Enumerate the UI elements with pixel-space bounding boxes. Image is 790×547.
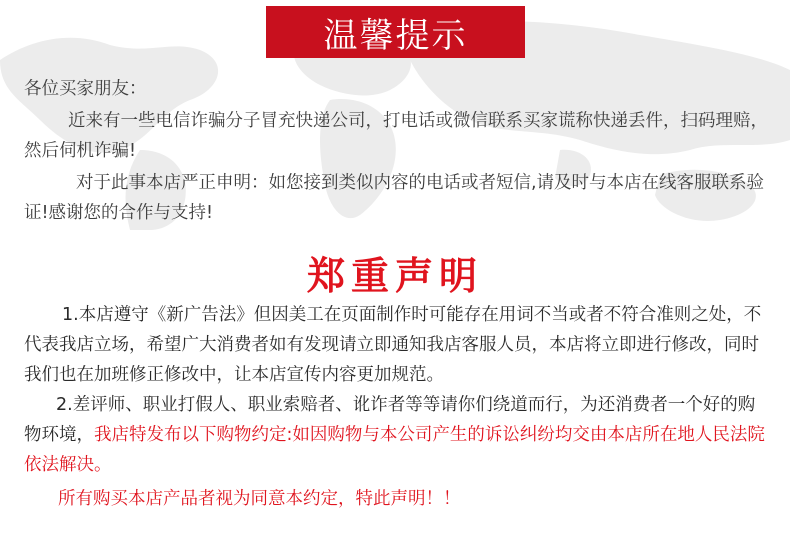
notice-paragraph-1: 近来有一些电信诈骗分子冒充快递公司，打电话或微信联系买家谎称快递丢件，扫码理赔，然后伺机诈骗! [24, 111, 768, 161]
declaration-item-1: 1.本店遵守《新广告法》但因美工在页面制作时可能存在用词不当或者不符合准则之处，不代表我店立场，希望广大消费者如有发现请立即通知我店客服人员，本店将立即进行修改，同时我们也在加班修正修改中，让本店宣传内容更加规范。 [24, 305, 762, 385]
notice-greeting: 各位买家朋友： [24, 79, 147, 99]
declaration-item-2-text: 2.差评师、职业打假人、职业索赔者、讹诈者等等请你们绕道而行，为还消费者一个好的购物环境， [24, 395, 756, 445]
notice-banner [266, 6, 525, 58]
notice-banner-title: 温馨提示 [323, 15, 468, 56]
declaration-section [24, 300, 772, 514]
notice-section [24, 74, 774, 228]
declaration-item-2 [24, 390, 772, 480]
notice-paragraph-2: 对于此事本店严正申明：如您接到类似内容的电话或者短信,请及时与本店在线客服联系验证!感谢您的合作与支持! [24, 173, 765, 223]
declaration-closing: 所有购买本店产品者视为同意本约定，特此声明！！ [58, 489, 461, 509]
declaration-title: 郑重声明 [306, 254, 483, 298]
declaration-item-2-agreement: 我店特发布以下购物约定:如因购物与本公司产生的诉讼纠纷均交由本店所在地人民法院依法解决。 [24, 425, 765, 475]
